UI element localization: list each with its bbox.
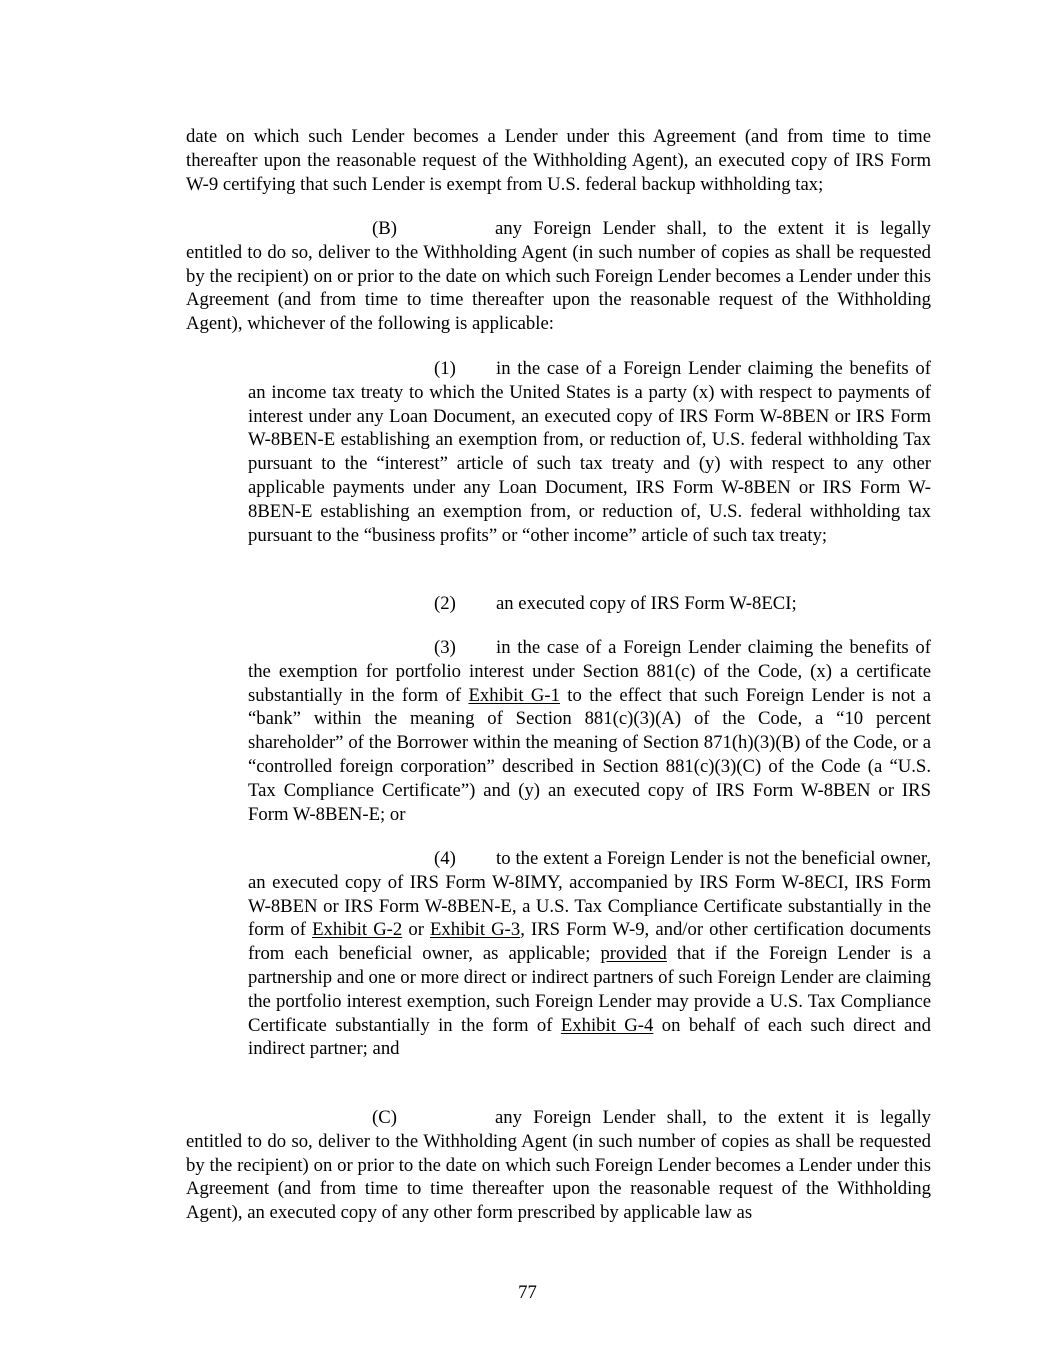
clause-marker-3: (3)	[434, 637, 456, 658]
paragraph-b	[186, 217, 931, 336]
clause-marker-b: (B)	[372, 218, 397, 239]
paragraph-text: date on which such Lender becomes a Lender under this Agreement (and from time to time thereafter upon the reasonable request of the Withholding Agent), an executed copy of IRS Form W-9 certifying that such Lender is exempt from U.S. federal backup withholding tax;	[186, 126, 931, 195]
exhibit-g1-reference: Exhibit G-1	[468, 684, 560, 706]
paragraph-text: or	[402, 919, 431, 941]
clause-marker-2: (2)	[434, 593, 456, 614]
paragraph-1	[248, 357, 931, 547]
exhibit-g4-reference: Exhibit G-4	[560, 1014, 654, 1036]
paragraph-text: to the extent a Foreign Lender is not the beneficial owner, an executed copy of IRS Form W-8IMY, accompanied by IRS Form W-8ECI, IRS Form W-8BEN or IRS Form W-8BEN-E, a U.S. Tax Compliance Certificate substantially in the form of	[248, 848, 931, 941]
paragraph-text: any Foreign Lender shall, to the extent it is legally entitled to do so, deliver to the Withholding Agent (in such number of copies as shall be requested by the recipient) on or prior to the date on which such Foreign Lender becomes a Lender under this Agreement (and from time to time thereafter upon the reasonable request of the Withholding Agent), whichever of the following is applicable:	[186, 218, 931, 335]
exhibit-g3-reference: Exhibit G-3	[430, 919, 521, 941]
paragraph-text: any Foreign Lender shall, to the extent it is legally entitled to do so, deliver to the Withholding Agent (in such number of copies as shall be requested by the recipient) on or prior to the date on which such Foreign Lender becomes a Lender under this Agreement (and from time to time thereafter upon the reasonable request of the Withholding Agent), an executed copy of any other form prescribed by applicable law as	[186, 1107, 931, 1224]
paragraph-2	[248, 592, 931, 616]
paragraph-text: that if the Foreign Lender is a partnership and one or more direct or indirect partners of such Foreign Lender are claiming the portfolio interest exemption, such Foreign Lender may provide a U.S. Tax Compliance Certificate substantially in the form of	[248, 943, 931, 1036]
clause-marker-c: (C)	[372, 1107, 397, 1128]
paragraph-continued	[186, 125, 931, 196]
clause-marker-4: (4)	[434, 848, 456, 869]
paragraph-text: on behalf of each such direct and indirect partner; and	[248, 1014, 931, 1060]
paragraph-c	[186, 1106, 931, 1225]
paragraph-3	[248, 636, 931, 826]
clause-marker-1: (1)	[434, 358, 456, 379]
paragraph-text: to the effect that such Foreign Lender is not a “bank” within the meaning of Section 881(c)(3)(A) of the Code, a “10 percent shareholder” of the Borrower within the meaning of Section 871(h)(3)(B) of the Code, or a “controlled foreign corporation” described in Section 881(c)(3)(C) of the Code (a “U.S. Tax Compliance Certificate”) and (y) an executed copy of IRS Form W-8BEN or IRS Form W-8BEN-E; or	[248, 684, 932, 825]
paragraph-text: an executed copy of IRS Form W-8ECI;	[496, 593, 797, 614]
page-number: 77	[518, 1282, 537, 1303]
paragraph-text: , IRS Form W-9, and/or other certification documents from each beneficial owner, as applicable;	[248, 919, 931, 965]
paragraph-text: in the case of a Foreign Lender claiming the benefits of the exemption for portfolio interest under Section 881(c) of the Code, (x) a certificate substantially in the form of	[248, 637, 931, 706]
paragraph-4	[248, 847, 931, 1061]
provided-term: provided	[600, 943, 667, 965]
exhibit-g2-reference: Exhibit G-2	[312, 919, 403, 941]
paragraph-text: in the case of a Foreign Lender claiming the benefits of an income tax treaty to which the United States is a party (x) with respect to payments of interest under any Loan Document, an executed copy of IRS Form W-8BEN or IRS Form W-8BEN-E establishing an exemption from, or reduction of, U.S. federal withholding Tax pursuant to the “interest” article of such tax treaty and (y) with respect to any other applicable payments under any Loan Document, IRS Form W-8BEN or IRS Form W-8BEN-E establishing an exemption from, or reduction of, U.S. federal withholding tax pursuant to the “business profits” or “other income” article of such tax treaty;	[248, 358, 931, 546]
